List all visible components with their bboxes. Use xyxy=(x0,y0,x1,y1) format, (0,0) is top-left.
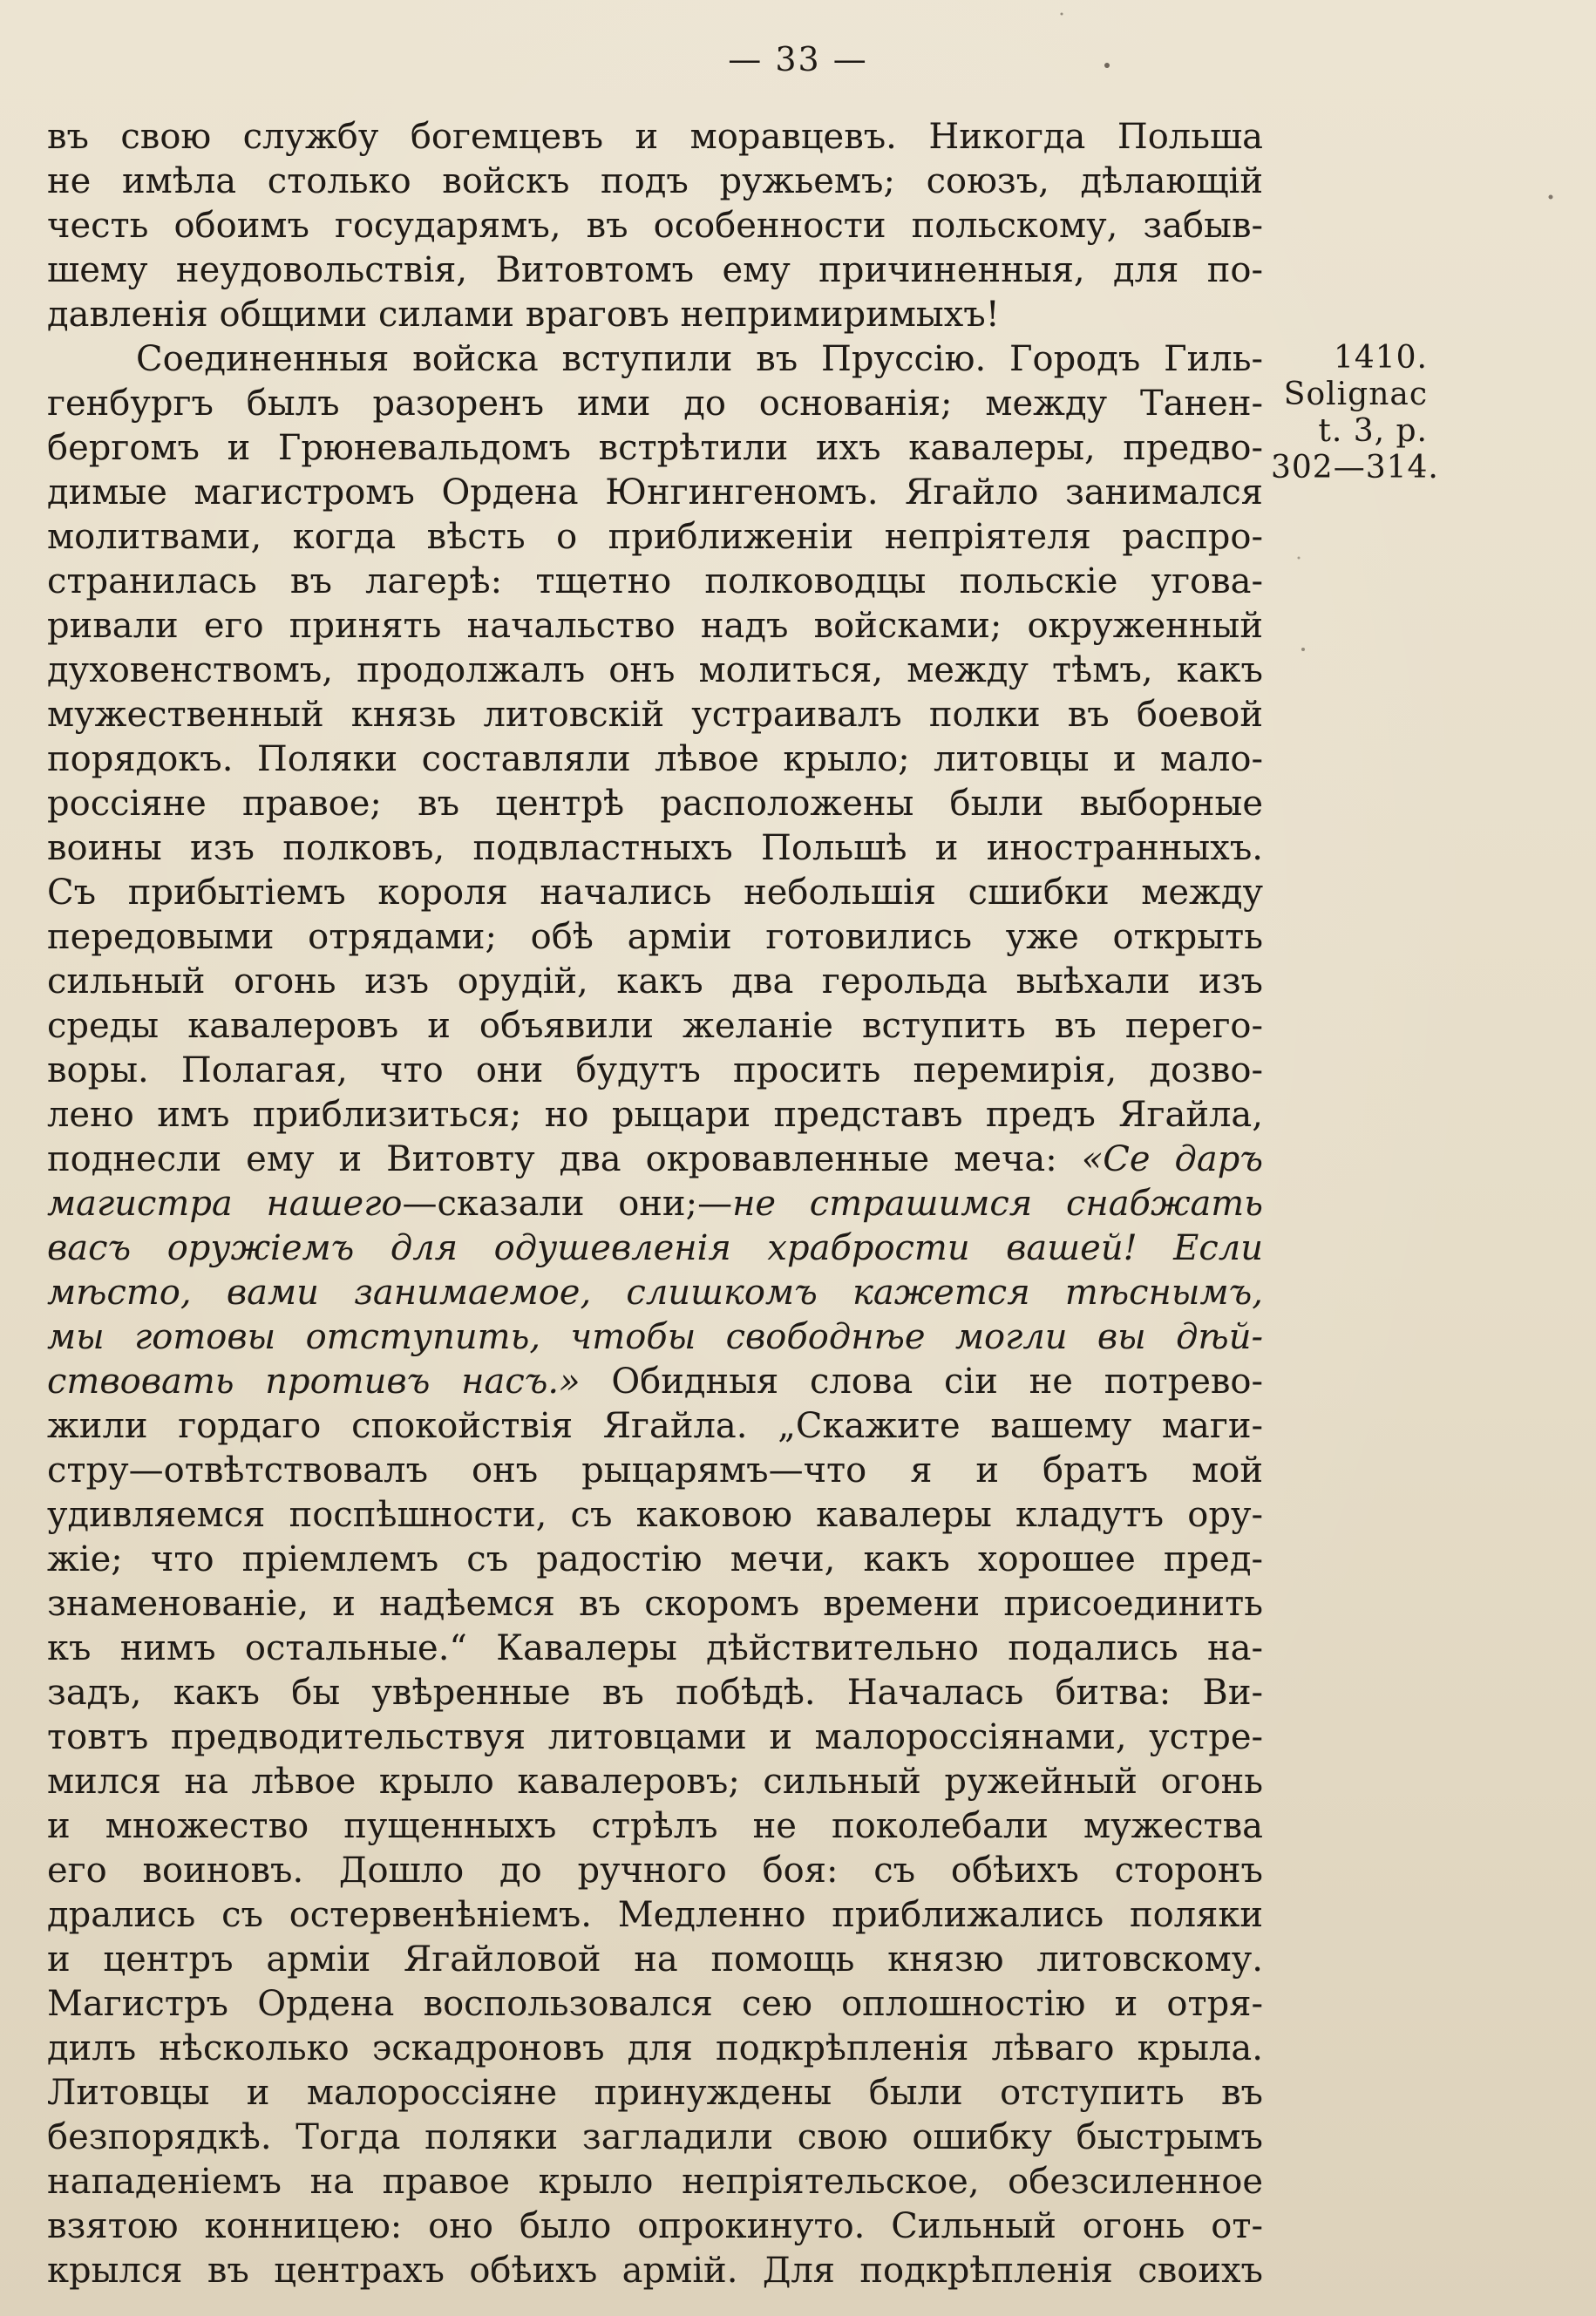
text-line: передовыми отрядами; обѣ арміи готовились уже открыть xyxy=(47,917,1263,957)
text-line: товтъ предводительствуя литовцами и малороссіянами, устре- xyxy=(47,1717,1263,1757)
text-line: россіяне правое; въ центрѣ расположены были выборные xyxy=(47,784,1263,824)
text-line: Съ прибытіемъ короля начались небольшія сшибки между xyxy=(47,873,1263,913)
text-line: ствовать противъ насъ.» Обидныя слова сіи не потрево- xyxy=(47,1362,1263,1402)
text-line: дилъ нѣсколько эскадроновъ для подкрѣпленія лѣваго крыла. xyxy=(47,2028,1263,2068)
text-line: мы готовы отступить, чтобы свободнѣе могли вы дѣй- xyxy=(47,1317,1263,1357)
text-line: лено имъ приблизиться; но рыцари представъ предъ Ягайла, xyxy=(47,1095,1263,1135)
text-line: генбургъ былъ разоренъ ими до основанія; между Танен- xyxy=(47,384,1263,424)
text-line: жили гордаго спокойствія Ягайла. „Скажите вашему маги- xyxy=(47,1406,1263,1446)
margin-note-pages: 302—314. xyxy=(1271,450,1439,486)
margin-note-year: 1410. xyxy=(1333,340,1428,376)
text-line: мужественный князь литовскій устраивалъ полки въ боевой xyxy=(47,695,1263,735)
margin-note-source: Solignac xyxy=(1283,377,1428,412)
text-line: воры. Полагая, что они будутъ просить перемирія, дозво- xyxy=(47,1050,1263,1090)
text-line: взятою конницею: оно было опрокинуто. Сильный огонь от- xyxy=(47,2206,1263,2246)
text-line: бергомъ и Грюневальдомъ встрѣтили ихъ кавалеры, предво- xyxy=(47,428,1263,468)
text-line: магистра нашего—сказали они;—не страшимся снабжать xyxy=(47,1184,1263,1224)
text-line: димые магистромъ Ордена Юнгингеномъ. Ягайло занимался xyxy=(47,472,1263,513)
text-line: шему неудовольствія, Витовтомъ ему причиненныя, для по- xyxy=(47,250,1263,290)
text-line: знаменованіе, и надѣемся въ скоромъ времени присоединить xyxy=(47,1584,1263,1624)
text-line: сильный огонь изъ орудій, какъ два герольда выѣхали изъ xyxy=(47,961,1263,1002)
text-line: Литовцы и малороссіяне принуждены были отступить въ xyxy=(47,2073,1263,2113)
text-line: крылся въ центрахъ обѣихъ армій. Для подкрѣпленія своихъ xyxy=(47,2251,1263,2291)
text-line: жіе; что пріемлемъ съ радостію мечи, какъ хорошее пред- xyxy=(47,1539,1263,1579)
text-line: странилась въ лагерѣ: тщетно полководцы польскіе угова- xyxy=(47,561,1263,601)
page-number: — 33 — xyxy=(728,40,868,78)
text-line: ривали его принять начальство надъ войсками; окруженный xyxy=(47,606,1263,646)
text-line: мѣсто, вами занимаемое, слишкомъ кажется тѣснымъ, xyxy=(47,1273,1263,1313)
text-line: дрались съ остервенѣніемъ. Медленно приближались поляки xyxy=(47,1895,1263,1935)
text-line: Магистръ Ордена воспользовался сею оплошностію и отря- xyxy=(47,1984,1263,2024)
text-line: его воиновъ. Дошло до ручного боя: съ обѣихъ сторонъ xyxy=(47,1851,1263,1891)
margin-note xyxy=(1271,340,1439,486)
margin-note-volume: t. 3, p. xyxy=(1318,413,1428,449)
text-line: духовенствомъ, продолжалъ онъ молиться, между тѣмъ, какъ xyxy=(47,650,1263,690)
text-line: порядокъ. Поляки составляли лѣвое крыло; литовцы и мало- xyxy=(47,739,1263,779)
text-line: и множество пущенныхъ стрѣлъ не поколебали мужества xyxy=(47,1806,1263,1846)
text-line: честь обоимъ государямъ, въ особенности польскому, забыв- xyxy=(47,206,1263,246)
text-line: поднесли ему и Витовту два окровавленные меча: «Се даръ xyxy=(47,1139,1263,1179)
text-line: безпорядкѣ. Тогда поляки загладили свою ошибку быстрымъ xyxy=(47,2117,1263,2157)
text-line: и центръ арміи Ягайловой на помощь князю литовскому. xyxy=(47,1939,1263,1980)
text-line: нападеніемъ на правое крыло непріятельское, обезсиленное xyxy=(47,2162,1263,2202)
text-line: къ нимъ остальные.“ Кавалеры дѣйствительно подались на- xyxy=(47,1628,1263,1668)
text-line: среды кавалеровъ и объявили желаніе вступить въ перего- xyxy=(47,1006,1263,1046)
text-line: не имѣла столько войскъ подъ ружьемъ; союзъ, дѣлающій xyxy=(47,161,1263,201)
text-line: удивляемся поспѣшности, съ каковою кавалеры кладутъ ору- xyxy=(47,1495,1263,1535)
text-line: васъ оружіемъ для одушевленія храбрости вашей! Если xyxy=(47,1228,1263,1268)
body-text xyxy=(47,115,1263,2293)
text-line: стру—отвѣтствовалъ онъ рыцарямъ—что я и братъ мой xyxy=(47,1450,1263,1491)
text-line: мился на лѣвое крыло кавалеровъ; сильный ружейный огонь xyxy=(47,1762,1263,1802)
text-line: молитвами, когда вѣсть о приближеніи непріятеля распро- xyxy=(47,517,1263,557)
text-line: воины изъ полковъ, подвластныхъ Польшѣ и иностранныхъ. xyxy=(47,828,1263,868)
paragraph-start-line: Соединенныя войска вступили въ Пруссію. Городъ Гиль- xyxy=(136,339,1263,379)
text-line: задъ, какъ бы увѣренные въ побѣдѣ. Началась битва: Ви- xyxy=(47,1673,1263,1713)
text-line: въ свою службу богемцевъ и моравцевъ. Никогда Польша xyxy=(47,117,1263,157)
paragraph-end-line: давленія общими силами враговъ непримиримыхъ! xyxy=(47,295,1000,335)
